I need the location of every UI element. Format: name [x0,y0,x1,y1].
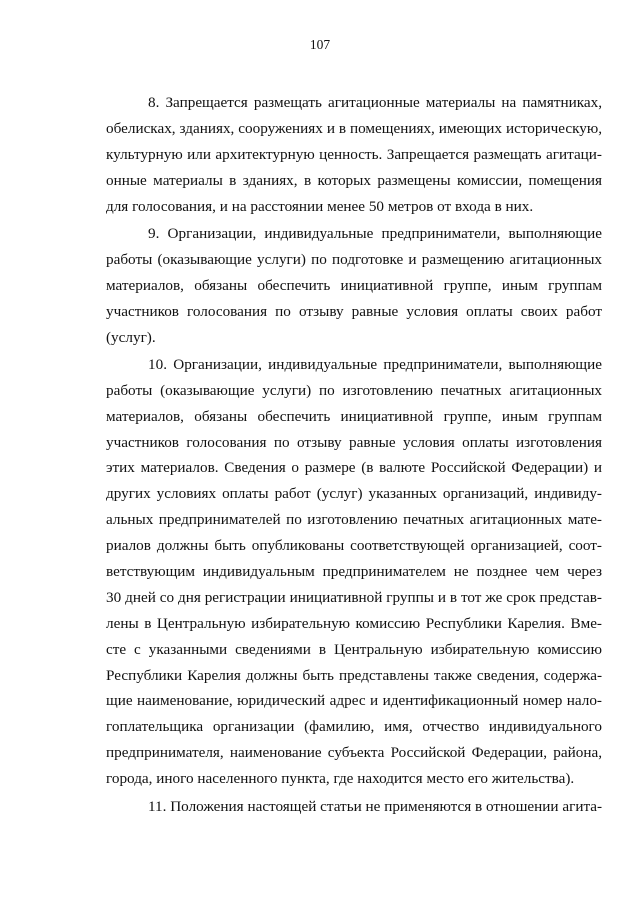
text-line: Республики Карелия должны быть представлены также сведения, содержа- [106,666,602,684]
paragraph-10 [106,352,602,792]
text-line: города, иного населенного пункта, где находится место его жительства). [106,770,575,788]
text-line: участников голосования по отзыву равные условия оплаты своих работ [106,302,602,320]
text-line: (услуг). [106,328,156,346]
text-line: щие наименование, юридический адрес и идентификационный номер нало- [106,692,602,710]
paragraph-11 [106,794,602,820]
text-line: 9. Организации, индивидуальные предприниматели, выполняющие [148,224,602,242]
text-line: 11. Положения настоящей статьи не применяются в отношении агита- [148,797,602,815]
text-line: риалов должны быть опубликованы соответствующей организацией, соот- [106,537,602,555]
paragraph-9 [106,221,602,350]
text-line: культурную или архитектурную ценность. Запрещается размещать агитаци- [106,145,602,163]
text-line: других условиях оплаты работ (услуг) указанных организаций, индивиду- [106,485,602,503]
body-text [106,90,602,819]
page-number: 107 [309,37,331,52]
text-line: онные материалы в зданиях, в которых размещены комиссии, помещения [106,171,602,189]
text-line: материалов, обязаны обеспечить инициативной группе, иным группам [106,276,602,294]
text-line: альных предпринимателей по изготовлению печатных агитационных мате- [106,511,602,529]
text-line: для голосования, и на расстоянии менее 50 метров от входа в них. [106,197,534,215]
text-line: 10. Организации, индивидуальные предприниматели, выполняющие [148,355,602,373]
text-line: участников голосования по отзыву равные условия оплаты изготовления [106,433,602,451]
text-line: предпринимателя, наименование субъекта Российской Федерации, района, [106,744,602,762]
text-line: работы (оказывающие услуги) по подготовке и размещению агитационных [106,250,602,268]
text-line: гоплательщика организации (фамилию, имя, отчество индивидуального [106,718,602,736]
text-line: лены в Центральную избирательную комиссию Республики Карелия. Вме- [106,614,602,632]
text-line: работы (оказывающие услуги) по изготовлению печатных агитационных [106,381,602,399]
text-line: 8. Запрещается размещать агитационные материалы на памятниках, [148,94,602,111]
text-line: 30 дней со дня регистрации инициативной группы и в тот же срок представ- [106,588,602,606]
text-line: материалов, обязаны обеспечить инициативной группе, иным группам [106,407,602,425]
text-line: обелисках, зданиях, сооружениях и в помещениях, имеющих историческую, [106,119,602,137]
text-line: этих материалов. Сведения о размере (в валюте Российской Федерации) и [106,459,602,477]
text-line: ветствующим индивидуальным предпринимателем не позднее чем через [106,563,602,581]
text-line: сте с указанными сведениями в Центральную избирательную комиссию [106,640,602,658]
paragraph-8 [106,90,602,219]
